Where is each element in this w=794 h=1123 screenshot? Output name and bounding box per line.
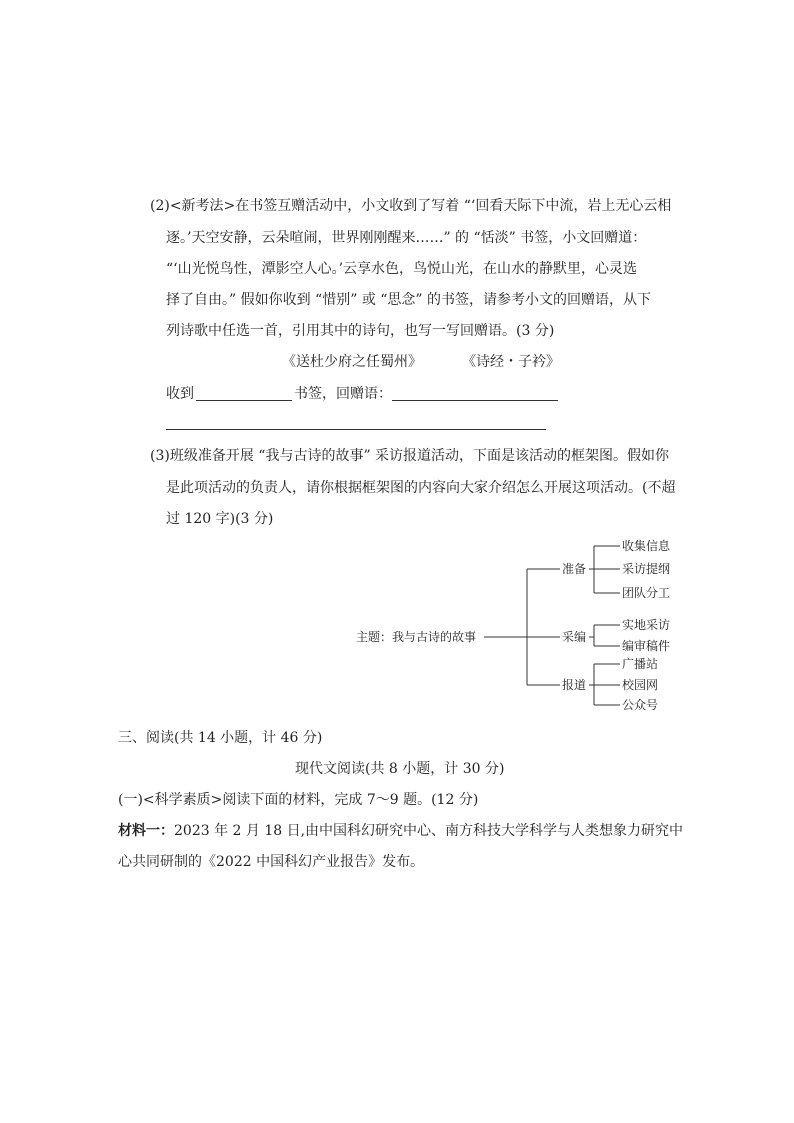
q2-line-4: 择了自由。” 假如你收到 “惜别” 或 “思念” 的书签，请参考小文的回赠语，从下 [166, 292, 652, 308]
poem-title-2: 《诗经・子衿》 [462, 354, 560, 370]
leaf-radio-station: 广播站 [622, 657, 659, 671]
leaf-public-account: 公众号 [622, 698, 659, 712]
q3-line-1: (3)班级准备开展 “我与古诗的故事” 采访报道活动，下面是该活动的框架图。假如你 [150, 448, 670, 464]
q2-line-3: “‘山光悦鸟性，潭影空人心。’云享水色，鸟悦山光，在山水的静默里，心灵选 [166, 261, 638, 277]
leaf-collect-info: 收集信息 [622, 539, 671, 553]
poem-title-1: 《送杜少府之任蜀州》 [282, 354, 422, 370]
leaf-edit-review: 编审稿件 [622, 639, 671, 653]
material-text-1: 2023 年 2 月 18 日,由中国科幻研究中心、南方科技大学科学与人类想象力研究中 [174, 823, 684, 839]
branch-report: 报道 [562, 678, 587, 692]
q3-line-3: 过 120 字)(3 分) [166, 511, 274, 527]
leaf-campus-web: 校园网 [622, 678, 659, 692]
reply-label: 书签，回赠语： [294, 386, 392, 402]
section-heading: 三、阅读(共 14 小题，计 46 分) [118, 730, 323, 746]
branch-prepare: 准备 [562, 562, 587, 576]
material-one-line-1 [118, 821, 683, 841]
q3-line-2: 是此项活动的负责人，请你根据框架图的内容向大家介绍怎么开展这项活动。(不超 [166, 480, 676, 496]
part-one-instruction: (一)<科学素质>阅读下面的材料，完成 7～9 题。(12 分) [118, 792, 479, 808]
q2-line-5: 列诗歌中任选一首，引用其中的诗句，也写一写回赠语。(3 分) [166, 323, 555, 339]
leaf-team-division: 团队分工 [622, 586, 671, 600]
diagram-root: 主题：我与古诗的故事 [356, 630, 477, 644]
material-one-line-2: 心共同研制的《2022 中国科幻产业报告》发布。 [118, 854, 425, 870]
q2-line-1: (2)<新考法>在书签互赠活动中，小文收到了写着 “‘回看天际下中流，岩上无心云相 [150, 198, 672, 214]
material-label: 材料一： [118, 823, 174, 839]
branch-edit: 采编 [562, 630, 587, 644]
q2-line-2: 逐。’天空安静，云朵喧闹，世界刚刚醒来……” 的 “恬淡” 书签，小文回赠道： [166, 230, 647, 246]
leaf-interview-outline: 采访提纲 [622, 562, 671, 576]
leaf-field-interview: 实地采访 [622, 618, 671, 632]
section-subheading: 现代文阅读(共 8 小题，计 30 分) [295, 761, 505, 777]
receive-label: 收到 [166, 386, 194, 402]
